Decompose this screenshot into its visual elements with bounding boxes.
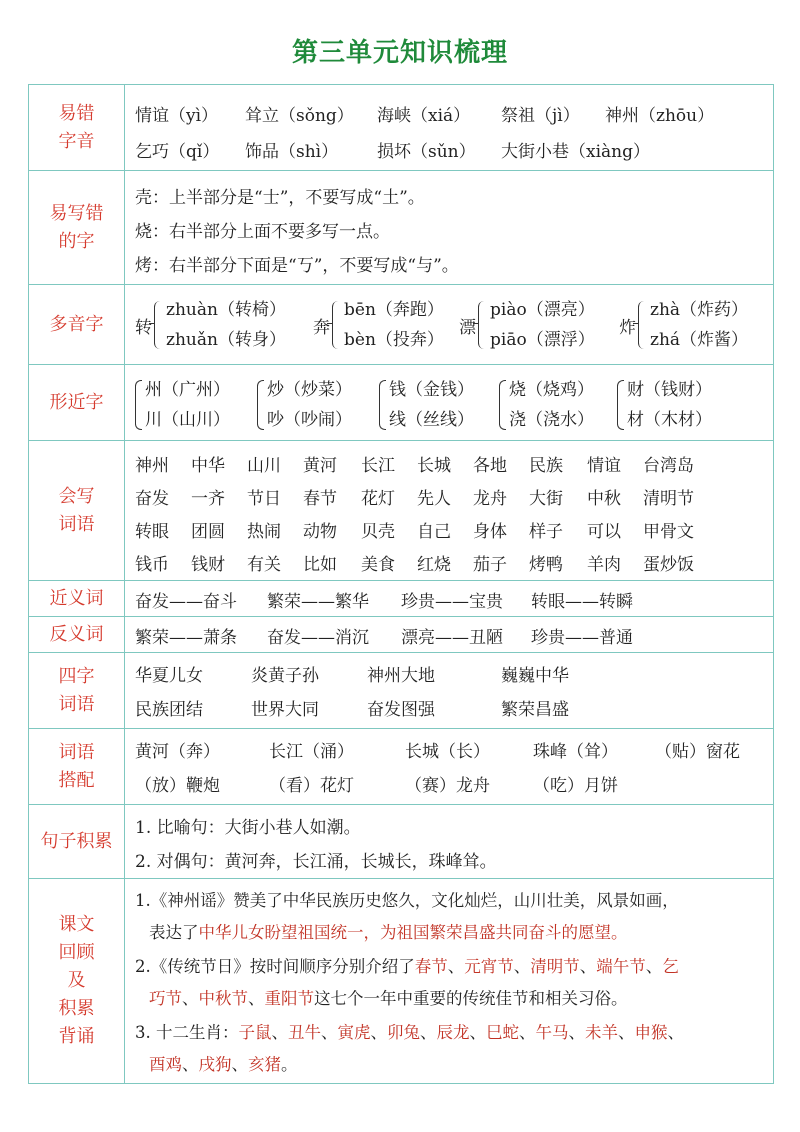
brace-icon <box>379 380 386 430</box>
polyphone-group: 转 zhuàn（转椅） zhuǎn（转身） <box>135 300 286 350</box>
row-xingjin <box>29 365 773 441</box>
review-line: 3. 十二生肖：子鼠、丑牛、寅虎、卯兔、辰龙、巳蛇、午马、未羊、申猴、 <box>135 1023 684 1042</box>
highlight-term: 清明节 <box>530 957 580 976</box>
idiom-item: 巍巍中华 <box>501 666 569 686</box>
vocab-word: 台湾岛 <box>643 456 694 476</box>
word-item: 神州（zhōu） <box>605 106 715 126</box>
collocation-item: 长江（涌） <box>269 742 354 762</box>
highlight-term: 午马 <box>535 1023 569 1042</box>
vocab-word: 先人 <box>417 489 451 509</box>
vocab-word: 可以 <box>587 522 621 542</box>
row-jinyi <box>29 581 773 617</box>
highlight-term: 重阳节 <box>264 989 314 1008</box>
highlight-term: 巧节 <box>149 989 182 1008</box>
row-huixie <box>29 441 773 581</box>
word-item: 情谊（yì） <box>135 106 219 126</box>
brace-icon <box>135 380 142 430</box>
row-label: 会写 词语 <box>29 441 125 580</box>
antonym-pair: 珍贵——普通 <box>531 628 633 648</box>
row-sizi <box>29 653 773 729</box>
idiom-item: 神州大地 <box>367 666 435 686</box>
row-label: 易写错 的字 <box>29 171 125 284</box>
row-label: 四字 词语 <box>29 653 125 728</box>
vocab-word: 情谊 <box>587 456 621 476</box>
collocation-item: 黄河（奔） <box>135 742 220 762</box>
highlight-term: 丑牛 <box>288 1023 321 1042</box>
antonym-pair: 奋发——消沉 <box>267 628 369 648</box>
highlight-term: 申猴 <box>634 1023 668 1042</box>
vocab-word: 长江 <box>361 456 395 476</box>
vocab-word: 身体 <box>473 522 507 542</box>
idiom-item: 世界大同 <box>251 700 319 720</box>
vocab-word: 各地 <box>473 456 507 476</box>
row-label: 多音字 <box>29 285 125 364</box>
review-line: 1.《神州谣》赞美了中华民族历史悠久，文化灿烂，山川壮美，风景如画， <box>135 891 679 910</box>
brace-icon <box>257 380 264 430</box>
vocab-word: 茄子 <box>473 555 507 575</box>
row-label: 反义词 <box>29 617 125 652</box>
highlight-term: 乞 <box>662 957 679 976</box>
vocab-word: 龙舟 <box>473 489 507 509</box>
synonym-pair: 珍贵——宝贵 <box>401 592 503 612</box>
collocation-item: 珠峰（耸） <box>533 742 618 762</box>
idiom-item: 华夏儿女 <box>135 666 203 686</box>
vocab-word: 钱币 <box>135 555 169 575</box>
idiom-item: 繁荣昌盛 <box>501 700 569 720</box>
vocab-word: 团圆 <box>191 522 225 542</box>
vocab-word: 清明节 <box>643 489 694 509</box>
similar-char-pair: 烧（烧鸡） 浇（浇水） <box>499 375 594 435</box>
vocab-word: 羊肉 <box>587 555 621 575</box>
vocab-grid <box>135 441 765 580</box>
vocab-word: 春节 <box>303 489 337 509</box>
vocab-word: 动物 <box>303 522 337 542</box>
row-label: 词语 搭配 <box>29 729 125 804</box>
highlight-term: 春节 <box>414 957 448 976</box>
vocab-word: 蛋炒饭 <box>643 555 694 575</box>
synonym-pair: 转眼——转瞬 <box>531 592 633 612</box>
row-juzi <box>29 805 773 879</box>
idiom-item: 奋发图强 <box>367 700 435 720</box>
highlight-term: 端午节 <box>596 957 646 976</box>
row-kewen <box>29 879 773 1083</box>
vocab-word: 甲骨文 <box>643 522 694 542</box>
vocab-word: 奋发 <box>135 489 169 509</box>
highlight-term: 戌狗 <box>198 1055 232 1074</box>
vocab-word: 样子 <box>529 522 563 542</box>
highlight-term: 未羊 <box>585 1023 618 1042</box>
word-item: 海峡（xiá） <box>377 106 471 126</box>
vocab-word: 自己 <box>417 522 451 542</box>
vocab-word: 民族 <box>529 456 563 476</box>
row-label: 课文 回顾 及 积累 背诵 <box>29 879 125 1083</box>
review-line: 巧节、中秋节、重阳节这七个一年中重要的传统佳节和相关习俗。 <box>149 989 628 1008</box>
vocab-word: 比如 <box>303 555 337 575</box>
review-line: 酉鸡、戌狗、亥猪。 <box>149 1055 298 1074</box>
idiom-item: 炎黄子孙 <box>251 666 319 686</box>
brace-icon <box>617 380 624 430</box>
row-label: 句子积累 <box>29 805 125 878</box>
similar-char-pair: 炒（炒菜） 吵（吵闹） <box>257 375 352 435</box>
note-line: 烤：右半部分下面是“丂”，不要写成“与”。 <box>135 256 459 276</box>
vocab-word: 神州 <box>135 456 169 476</box>
note-line: 壳：上半部分是“士”，不要写成“土”。 <box>135 188 425 208</box>
highlight-term: 酉鸡 <box>149 1055 182 1074</box>
review-line: 表达了中华儿女盼望祖国统一，为祖国繁荣昌盛共同奋斗的愿望。 <box>149 923 628 942</box>
similar-char-pair: 财（钱财） 材（木材） <box>617 375 712 435</box>
highlight-term: 巳蛇 <box>486 1023 519 1042</box>
word-item: 乞巧（qǐ） <box>135 142 220 162</box>
highlight-term: 亥猪 <box>248 1055 281 1074</box>
row-label: 近义词 <box>29 581 125 616</box>
word-item: 祭祖（jì） <box>501 106 580 126</box>
highlight-term: 元宵节 <box>464 957 514 976</box>
row-duoyin <box>29 285 773 365</box>
polyphone-group: 奔 bēn（奔跑） bèn（投奔） <box>313 300 444 350</box>
highlight-term: 寅虎 <box>337 1023 371 1042</box>
vocab-word: 红烧 <box>417 555 451 575</box>
similar-char-pair: 钱（金钱） 线（丝线） <box>379 375 474 435</box>
vocab-word: 长城 <box>417 456 451 476</box>
vocab-word: 热闹 <box>247 522 281 542</box>
synonym-pair: 奋发——奋斗 <box>135 592 237 612</box>
vocab-word: 一齐 <box>191 489 225 509</box>
collocation-item: （看）花灯 <box>269 776 354 796</box>
row-fanyi <box>29 617 773 653</box>
similar-char-pair: 州（广州） 川（山川） <box>135 375 230 435</box>
antonym-pair: 漂亮——丑陋 <box>401 628 503 648</box>
antonym-pair: 繁荣——萧条 <box>135 628 237 648</box>
highlight-term: 中秋节 <box>198 989 248 1008</box>
vocab-word: 美食 <box>361 555 395 575</box>
brace-icon <box>332 301 341 349</box>
word-item: 损坏（sǔn） <box>377 142 476 162</box>
sentence-line: 2. 对偶句：黄河奔，长江涌，长城长，珠峰耸。 <box>135 852 497 872</box>
brace-icon <box>154 301 163 349</box>
knowledge-table <box>28 84 774 1084</box>
word-item: 耸立（sǒng） <box>245 106 354 126</box>
vocab-word: 中秋 <box>587 489 621 509</box>
row-xiezi <box>29 171 773 285</box>
row-dapei <box>29 729 773 805</box>
collocation-item: 长城（长） <box>405 742 490 762</box>
vocab-word: 有关 <box>247 555 281 575</box>
collocation-item: （贴）窗花 <box>655 742 740 762</box>
vocab-word: 烤鸭 <box>529 555 563 575</box>
collocation-item: （放）鞭炮 <box>135 776 220 796</box>
brace-icon <box>638 301 647 349</box>
collocation-item: （赛）龙舟 <box>405 776 490 796</box>
vocab-word: 贝壳 <box>361 522 395 542</box>
note-line: 烧：右半部分上面不要多写一点。 <box>135 222 390 242</box>
brace-icon <box>499 380 506 430</box>
row-label: 形近字 <box>29 365 125 440</box>
highlight-term: 辰龙 <box>436 1023 470 1042</box>
vocab-word: 钱财 <box>191 555 225 575</box>
row-ziyin <box>29 85 773 171</box>
vocab-word: 节日 <box>247 489 281 509</box>
collocation-item: （吃）月饼 <box>533 776 618 796</box>
highlight-term: 子鼠 <box>238 1023 272 1042</box>
page-title: 第三单元知识梳理 <box>291 38 508 68</box>
polyphone-group: 漂 piào（漂亮） piāo（漂浮） <box>459 300 595 350</box>
brace-icon <box>478 301 487 349</box>
vocab-word: 大街 <box>529 489 563 509</box>
polyphone-group: 炸 zhà（炸药） zhá（炸酱） <box>619 300 749 350</box>
vocab-word: 中华 <box>191 456 225 476</box>
vocab-word: 黄河 <box>303 456 337 476</box>
row-label: 易错 字音 <box>29 85 125 170</box>
word-item: 大街小巷（xiàng） <box>501 142 650 162</box>
synonym-pair: 繁荣——繁华 <box>267 592 369 612</box>
sentence-line: 1. 比喻句：大街小巷人如潮。 <box>135 818 361 838</box>
word-item: 饰品（shì） <box>245 142 339 162</box>
vocab-word: 花灯 <box>361 489 395 509</box>
vocab-word: 转眼 <box>135 522 169 542</box>
vocab-word: 山川 <box>247 456 281 476</box>
review-line: 2.《传统节日》按时间顺序分别介绍了春节、元宵节、清明节、端午节、乞 <box>135 957 679 976</box>
idiom-item: 民族团结 <box>135 700 203 720</box>
highlight-term: 卯兔 <box>387 1023 420 1042</box>
